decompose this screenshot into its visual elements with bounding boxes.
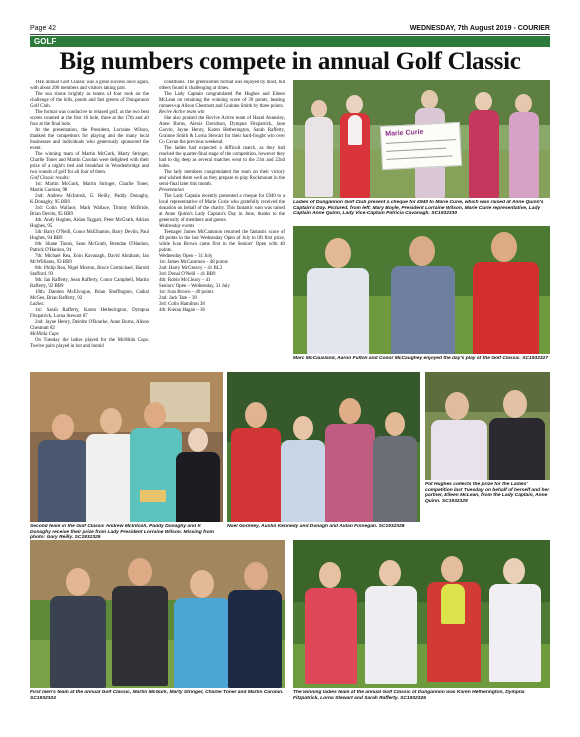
article-paragraph: 3rd: Colin Hamilton 38 (159, 302, 205, 307)
article-paragraph: 7th: Michael Rea, Eoin Kavanagh, David Abraham, Ian McWilliams, 93 BB9 (30, 254, 149, 265)
section-banner (30, 36, 550, 47)
header-rule (30, 34, 550, 35)
article-paragraph: She also praised the Revive Active team of Hazel Annesley, Anne Burns, Alexis Davidson, Dympna Fitzpatrick, Jane Garvin, Jayne Henry, Karen Hetherington, Sarah Rafferty, Grainne Smith & Lorna Stewart for their hard-fought win over Co Cavan the previous weekend. (159, 116, 285, 145)
article-paragraph: McHilda Cups (30, 332, 59, 337)
article-paragraph: 2nd: Harry McGreavy – 41 BL3 (159, 266, 223, 271)
article-paragraph: 1st: Sarah Rafferty, Karen Hetherington, Dympna Fitzpatrick, Lorna Stewart 87 (30, 308, 149, 319)
caption-three-golfers: Marc McCausland, Aaron Fulton and Conor McCaughey enjoyed the day's play at the Golf Classic. SC1932327 (293, 356, 549, 361)
article-paragraph: Wednesday Open – 31 July (159, 254, 213, 259)
photo-cheque-presentation (293, 80, 550, 198)
issue-date: WEDNESDAY, 7th August 2019 - COURIER (409, 25, 550, 32)
article-paragraph: Wednesday events (159, 224, 195, 229)
article-paragraph: 6th: Shane Tinnis, Sean McGrath, Brendan O'Hanlon, Patrick O'Hanlon, 94 (30, 242, 149, 253)
article-paragraph: At the presentation, the President, Lorraine Wilson, thanked the competitors for playing and the many local businesses and individuals who generously sponsored the event. (30, 128, 149, 151)
article-paragraph: 2nd: Jayne Henry, Deirdre O'Rourke, Anne Burns, Alison Chestnutt 82 (30, 320, 149, 331)
photo-winning-ladies-team (293, 540, 550, 688)
article-paragraph: The Lady Captain recently presented a cheque for £940 to a local representative of Marie Curie who gratefully received the donation on behalf of the charity. This fantastic sum was raised at Anne Quinn's Lady Captain's Day in June, thanks to the generosity of members and guests. (159, 194, 285, 223)
article-paragraph: 9th: Ian Rafferty, Sean Rafferty, Conor Campbell, Martin Rafferty, 92 BB9 (30, 278, 149, 289)
article-paragraph: 2nd: Jack Tate – 39 (159, 296, 197, 301)
article-paragraph: Ladies: (30, 302, 45, 307)
article-column-1 (30, 80, 149, 364)
article-paragraph: Revive Active team win (159, 110, 205, 115)
article-paragraph: Golf Classic results: (30, 176, 71, 181)
caption-four-men: Noel Gormley, Austin Kennedy and Donagh and Aidan Finnegan. SC1932328 (227, 524, 405, 529)
article-paragraph: 10th: Damien McElvogue, Brian Sheffington, Cathal McGee, Brian Rafferty, 92 (30, 290, 149, 301)
article-paragraph: Seniors' Open – Wednesday, 31 July (159, 284, 230, 289)
photo-three-golfers (293, 226, 550, 354)
photo-ladies-prize (425, 372, 550, 480)
cheque (380, 122, 462, 170)
headline: Big numbers compete in annual Golf Classic (59, 48, 521, 75)
caption-second-team: Second team in the Golf Classic Andrew McIntosh, Paddy Donaghy and K Donaghy receive their prize from Lady President Lorraine Wilson. Missing from photo: Gary Reilly. SC1932325 (30, 524, 214, 541)
article-paragraph: The format was conducive to relaxed golf, as the two best scores counted at the first 16 hole, three at the 17th and all four at the final hole. (30, 110, 149, 127)
article-paragraph: The ladies had expected a difficult match, as they had reached the quarter-final stage of the competition, however they had to dig deep as several matches went to the 21st and 22nd holes. (159, 146, 285, 169)
photo-four-men (227, 372, 420, 522)
article-paragraph: 5th: Barry O'Neill, Conor McElhatton, Barry Devlin, Paul Hughes, 94 BB9 (30, 230, 149, 241)
article-paragraph: 1st: James McCammon – 48 points (159, 260, 228, 265)
article-paragraph: 3rd: Donal O'Neill – 41 BB9 (159, 272, 216, 277)
article-paragraph: Presentation (159, 188, 184, 193)
article-paragraph: 3rd: Colin Wallace, Mark Wallace, Timmy McBride, Brian Devlin, 95 BB9 (30, 206, 149, 217)
article-paragraph: 4th: Andy Hughes, Aidan Taggart, Peter McGrath, Adrian Hughes, 95 (30, 218, 149, 229)
cheque-logo-text: Marie Curie (385, 128, 424, 138)
article-paragraph: conditions. The greensomes format was enjoyed by most, but others found it challenging at times. (159, 80, 285, 91)
article-paragraph: The lady members congratulated the team on their victory and wished them well as they prepare to play Rockmount in the semi-final later this month. (159, 170, 285, 187)
article-paragraph: The sun shone brightly as teams of four took on the challenge of the hills, ponds and fast greens of Dungannon Golf Club. (30, 92, 149, 109)
article-paragraph: 8th: Philip Rea, Nigel Morton, Bruce Carmichael, Harold Stafford, 93 (30, 266, 149, 277)
article-paragraph: The Lady Captain congratulated Pat Hughes and Eileen McLean on retaining the winning score of 30 points, beating runners-up Alison Chestnutt and Grainne Smith by three points. (159, 92, 285, 109)
caption-first-mens-team: First men's team at the annual Golf Classic, Martin McGurk, Marty Stringer, Charlie Toner and Martin Carolan. SC1932324 (30, 690, 284, 701)
article-paragraph: Teenager James McCammon returned the fantastic score of 48 points in the last Wednesday Open of July to lift first prize, while Ivan Brown came first in the Seniors' Open with 40 points. (159, 230, 285, 253)
caption-cheque-presentation: Ladies of Dungannon Golf Club present a cheque for £940 to Marie Curie, which was raised at Anne Quinn's Captain's Day. Pictured, from left: Mary Boyle, President Lorraine Wilson, Marie Curie representative, Lady Captain Anne Quinn, Lady Vice-Captain Patricia Cavanagh. SC1932330 (293, 200, 544, 217)
caption-ladies-prize: Pat Hughes collects the prize for the Ladies' competition last Tuesday on behalf of herself and her partner, Eileen McLean, from the Lady Captain, Anne Quinn. SC1932329 (425, 482, 550, 504)
article-paragraph: 4th: Kieran Hagan – 36 (159, 308, 205, 313)
caption-winning-ladies-team: The winning ladies team at the annual Golf Classic at Dungannon was Karen Hetherington, Dympna Fitzpatrick, Lorna Stewart and Sarah Rafferty. SC1932326 (293, 690, 525, 701)
article-paragraph: 1st: Ivan Brown – 40 points (159, 290, 214, 295)
article-paragraph: On Tuesday the ladies played for the McHilda Cups. Twelve pairs played in hot and humid (30, 338, 149, 349)
article-paragraph: THE annual Golf Classic was a great success once again, with about 200 members and visitors taking part. (30, 80, 149, 91)
section-label: GOLF (34, 37, 57, 46)
article-paragraph: 2nd: Andrew McIntosh, G. Reilly, Paddy Donaghy, K.Donaghy, 95 BB9 (30, 194, 149, 205)
photo-second-team (30, 372, 223, 522)
article-column-2 (159, 80, 285, 364)
page-number: Page 42 (30, 25, 57, 32)
photo-first-mens-team (30, 540, 285, 688)
article-paragraph: 4th: Robin McCleary – 41 (159, 278, 211, 283)
article-paragraph: 1st: Martin McGurk, Martin Stringer, Charlie Toner, Martin Carolan, 98 (30, 182, 149, 193)
article-paragraph: The winning team of Martin McGurk, Marty Stringer, Charlie Toner and Martin Carolan were delighted with their prize of a night's bed and breakfast in Woodenbridge and two rounds of golf for all four of them. (30, 152, 149, 175)
